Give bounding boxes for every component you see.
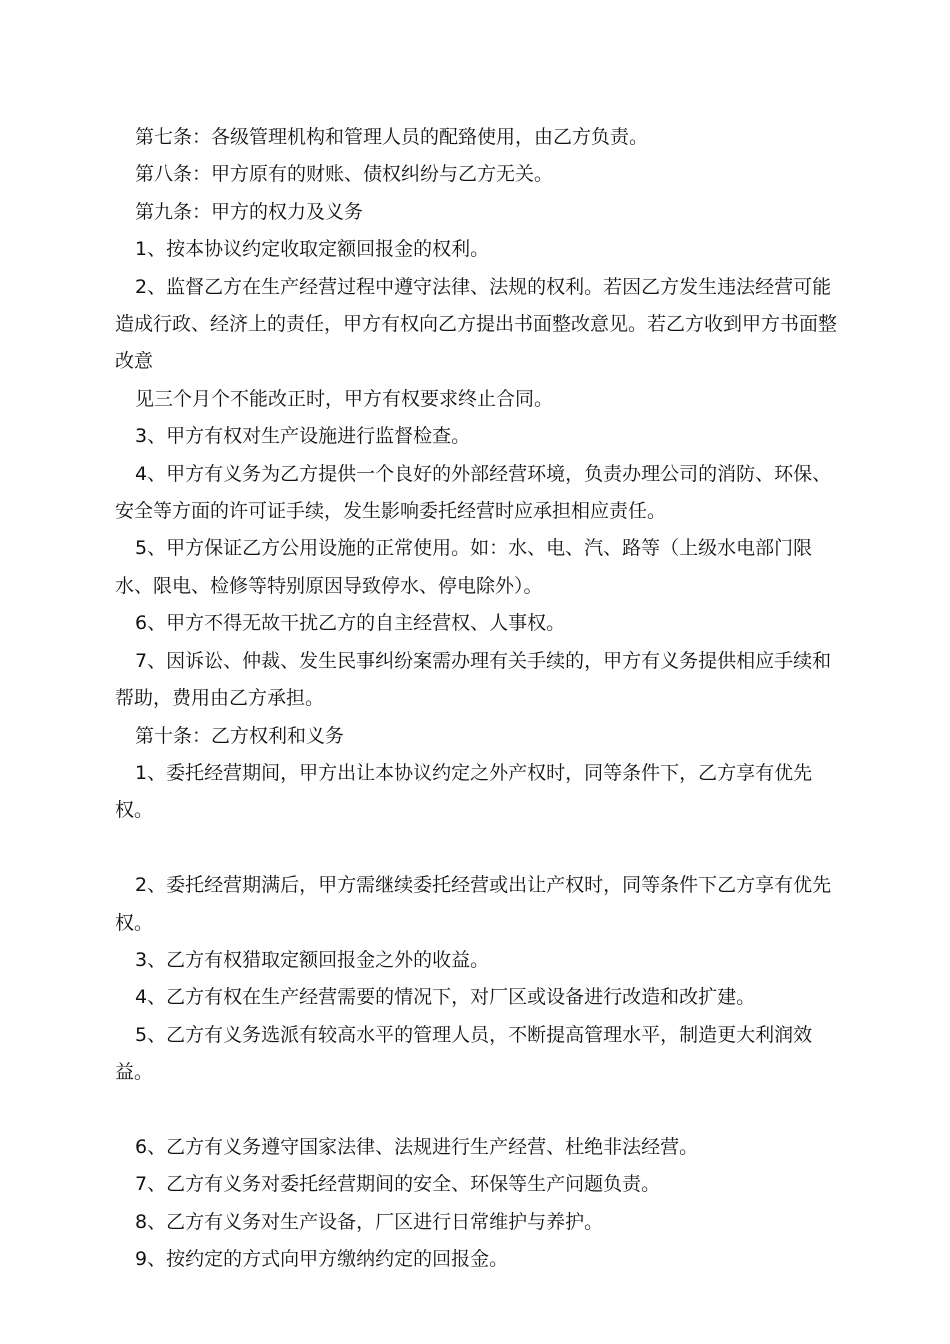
article-10-item-6: 6、乙方有义务遵守国家法律、法规进行生产经营、杜绝非法经营。	[135, 1135, 699, 1158]
article-10-item-1: 1、委托经营期间，甲方出让本协议约定之外产权时，同等条件下，乙方享有优先权。	[115, 761, 813, 822]
article-10-item-4: 4、乙方有权在生产经营需要的情况下，对厂区或设备进行改造和改扩建。	[135, 986, 756, 1009]
article-10-item-9: 9、按约定的方式向甲方缴纳约定的回报金。	[135, 1248, 509, 1271]
article-10-item-2: 2、委托经营期满后，甲方需继续委托经营或出让产权时，同等条件下乙方享有优先权。	[115, 874, 832, 934]
article-9-heading: 第九条：甲方的权力及义务	[135, 200, 364, 223]
article-7: 第七条：各级管理机构和管理人员的配臵使用，由乙方负责。	[135, 126, 649, 148]
article-10-heading: 第十条：乙方权利和义务	[135, 724, 345, 747]
article-10-item-5: 5、乙方有义务选派有较高水平的管理人员，不断提高管理水平，制造更大利润效益。	[115, 1023, 813, 1084]
article-10-item-3: 3、乙方有权猎取定额回报金之外的收益。	[135, 948, 490, 971]
article-8: 第八条：甲方原有的财账、债权纠纷与乙方无关。	[135, 163, 554, 186]
article-9-item-6: 6、甲方不得无故干扰乙方的自主经营权、人事权。	[135, 612, 566, 635]
article-9-item-3: 3、甲方有权对生产设施进行监督检查。	[135, 425, 471, 448]
article-10-item-7: 7、乙方有义务对委托经营期间的安全、环保等生产问题负责。	[135, 1173, 661, 1196]
article-9-item-7: 7、因诉讼、仲裁、发生民事纠纷案需办理有关手续的，甲方有义务提供相应手续和帮助，费用由乙方承担。	[115, 649, 832, 710]
article-9-item-5: 5、甲方保证乙方公用设施的正常使用。如：水、电、汽、路等（上级水电部门限水、限电、检修等特别原因导致停水、停电除外）。	[115, 537, 813, 597]
article-10-item-8: 8、乙方有义务对生产设备，厂区进行日常维护与养护。	[135, 1210, 604, 1233]
article-9-item-1: 1、按本协议约定收取定额回报金的权利。	[135, 238, 490, 261]
article-9-item-2-continued: 见三个月个不能改正时，甲方有权要求终止合同。	[135, 387, 554, 410]
article-9-item-4: 4、甲方有义务为乙方提供一个良好的外部经营环境，负责办理公司的消防、环保、安全等方面的许可证手续，发生影响委托经营时应承担相应责任。	[115, 462, 832, 523]
document-body	[115, 119, 850, 1279]
article-9-item-2: 2、监督乙方在生产经营过程中遵守法律、法规的权利。若因乙方发生违法经营可能造成行政、经济上的责任，甲方有权向乙方提出书面整改意见。若乙方收到甲方书面整改意	[115, 275, 838, 373]
